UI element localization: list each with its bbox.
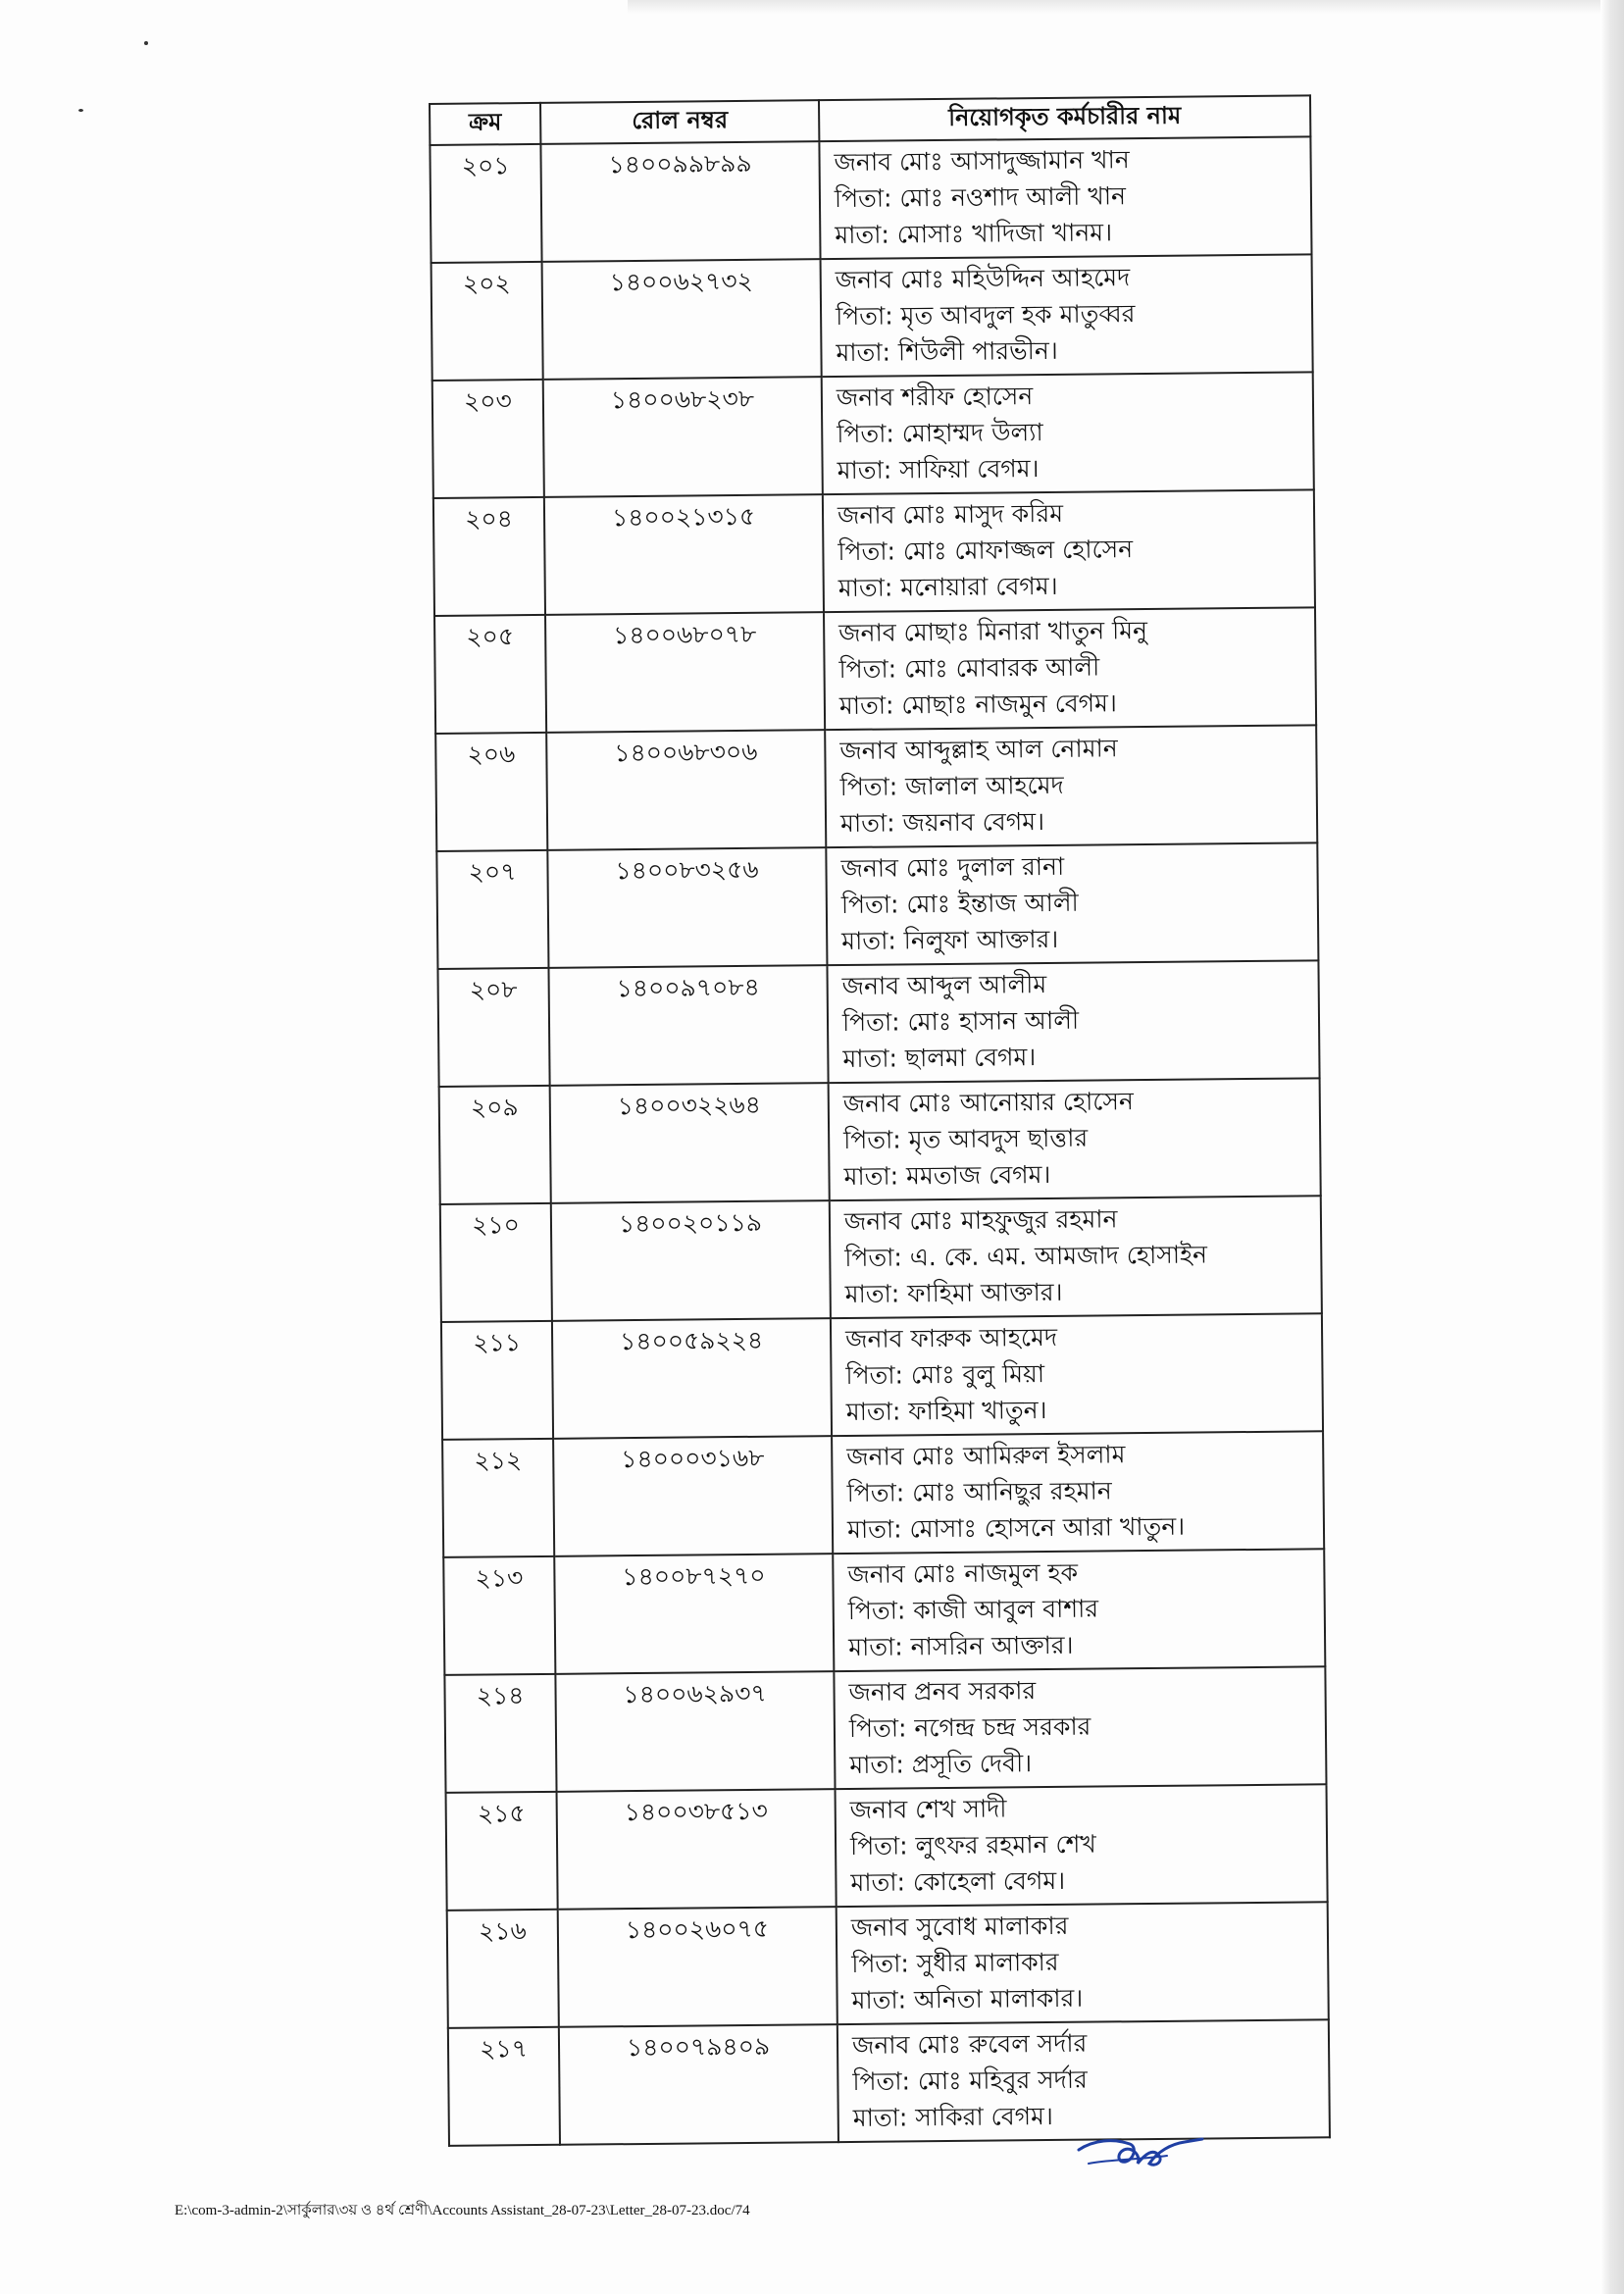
father-name: পিতা: মৃত আবদুল হক মাতুব্বর — [835, 299, 1136, 331]
employee-name-cell — [837, 1902, 1329, 2024]
serial-cell: ২০২ — [431, 262, 543, 381]
roster-body — [430, 136, 1330, 2146]
table-row — [434, 607, 1316, 734]
employee-name-cell — [829, 1078, 1321, 1200]
serial-cell: ২০৯ — [439, 1086, 551, 1204]
table-row — [441, 1313, 1323, 1440]
father-name: পিতা: মোঃ মোফাজ্জল হোসেন — [837, 535, 1134, 567]
serial-cell: ২১৬ — [447, 1910, 559, 2028]
mother-name: মাতা: প্রসূতি দেবী। — [849, 1749, 1033, 1779]
mother-name: মাতা: ফাহিমা আক্তার। — [844, 1277, 1063, 1308]
mother-name: মাতা: মনোয়ারা বেগম। — [837, 571, 1058, 603]
employee-name-cell — [837, 2019, 1330, 2142]
serial-cell: ২১২ — [442, 1439, 554, 1557]
roll-number-cell: ১৪০০৮৭২৭০ — [554, 1554, 834, 1674]
mother-name: মাতা: সাকিরা বেগম। — [852, 2101, 1054, 2132]
employee-name: জনাব মোঃ আনোয়ার হোসেন — [842, 1087, 1134, 1118]
roll-number-cell: ১৪০০২৬০৭৫ — [558, 1907, 837, 2027]
table-row — [443, 1549, 1325, 1675]
table-row — [437, 960, 1319, 1087]
father-name: পিতা: লুৎফর রহমান শেখ — [849, 1829, 1096, 1861]
employee-name-cell — [824, 607, 1316, 730]
mother-name: মাতা: ফাহিমা খাতুন। — [845, 1396, 1047, 1426]
table-row — [446, 1784, 1328, 1911]
employee-name: জনাব মোঃ রুবেল সর্দার — [851, 2028, 1088, 2060]
employee-name-cell — [821, 254, 1313, 377]
file-path-footer: E:\com-3-admin-2\সার্কুলার\৩য় ও ৪র্থ শ্রেণী\Accounts Assistant_28-07-23\Letter_28-07-23.doc/74 — [175, 2203, 750, 2218]
father-name: পিতা: সুধীর মালাকার — [851, 1947, 1059, 1978]
mother-name: মাতা: কোহেলা বেগম। — [850, 1865, 1066, 1897]
serial-cell: ২১৩ — [443, 1556, 555, 1675]
employee-name: জনাব মোঃ মহিউদ্দিন আহমেদ — [835, 263, 1131, 295]
employee-name-cell — [832, 1431, 1324, 1554]
serial-cell: ২১৪ — [444, 1674, 556, 1793]
mother-name: মাতা: মমতাজ বেগম। — [843, 1159, 1051, 1191]
serial-cell: ২০১ — [430, 144, 541, 263]
father-name: পিতা: মৃত আবদুস ছাত্তার — [843, 1123, 1089, 1154]
roll-number-cell: ১৪০০৬২৯৩৭ — [555, 1671, 835, 1792]
employee-name-cell — [825, 725, 1317, 847]
employee-name: জনাব মোঃ মাহফুজুর রহমান — [843, 1204, 1118, 1236]
employee-name-cell — [826, 842, 1318, 965]
mother-name: মাতা: সাফিয়া বেগম। — [837, 454, 1040, 485]
roll-number-cell: ১৪০০৮৩২৫৬ — [547, 847, 827, 968]
table-row — [433, 489, 1315, 616]
mother-name: মাতা: অনিতা মালাকার। — [851, 1983, 1084, 2014]
employee-name-cell — [819, 136, 1311, 259]
employee-name: জনাব মোঃ আমিরুল ইসলাম — [846, 1440, 1126, 1471]
employee-name: জনাব মোছাঃ মিনারা খাতুন মিনু — [838, 615, 1148, 648]
mother-name: মাতা: শিউলী পারভীন। — [836, 335, 1058, 368]
employee-roster-table — [429, 94, 1331, 2147]
mother-name: মাতা: মোছাঃ নাজমুন বেগম। — [838, 688, 1118, 721]
mother-name: মাতা: ছালমা বেগম। — [842, 1043, 1037, 1073]
serial-cell: ২০৭ — [436, 850, 548, 969]
serial-cell: ২১০ — [440, 1203, 552, 1322]
scan-right-edge — [1600, 0, 1624, 2294]
roll-number-cell: ১৪০০০৩১৬৮ — [553, 1436, 833, 1556]
table-row — [435, 725, 1317, 851]
table-row — [431, 254, 1313, 381]
table-row — [430, 136, 1311, 263]
roll-number-cell: ১৪০০৯৯৮৯৯ — [540, 141, 820, 262]
roll-number-cell: ১৪০০৬৮০৭৮ — [545, 612, 825, 733]
serial-cell: ২০৬ — [435, 733, 547, 851]
mother-name: মাতা: মোসাঃ হোসনে আরা খাতুন। — [846, 1511, 1186, 1544]
employee-name-cell — [831, 1313, 1323, 1436]
serial-cell: ২১৫ — [446, 1792, 558, 1911]
roll-number-cell: ১৪০০২০১১৯ — [551, 1200, 831, 1321]
employee-name: জনাব মোঃ দুলাল রানা — [840, 851, 1065, 883]
employee-name-cell — [833, 1549, 1325, 1671]
scan-top-edge — [628, 0, 1624, 14]
mother-name: মাতা: মোসাঃ খাদিজা খানম। — [835, 218, 1113, 250]
roll-number-cell: ১৪০০৬২৭৩২ — [542, 259, 822, 380]
employee-name: জনাব ফারুক আহমেদ — [844, 1322, 1058, 1353]
father-name: পিতা: মোঃ মোবারক আলী — [838, 652, 1100, 685]
roll-number-cell: ১৪০০২১৩১৫ — [544, 494, 824, 615]
father-name: পিতা: নগেন্দ্র চন্দ্র সরকার — [848, 1711, 1091, 1743]
roll-number-cell: ১৪০০৬৮৩০৬ — [546, 730, 826, 850]
table-row — [448, 2019, 1330, 2146]
mother-name: মাতা: জয়নাব বেগম। — [839, 807, 1045, 839]
father-name: পিতা: এ. কে. এম. আমজাদ হোসাইন — [844, 1240, 1208, 1272]
employee-name: জনাব সুবোধ মালাকার — [850, 1911, 1069, 1942]
employee-name: জনাব প্রনব সরকার — [848, 1676, 1037, 1707]
serial-cell: ২০৮ — [437, 968, 549, 1087]
table-row — [447, 1902, 1329, 2028]
employee-name-cell — [822, 372, 1314, 494]
father-name: পিতা: মোঃ মহিবুর সর্দার — [852, 2065, 1088, 2096]
scan-speck — [144, 41, 148, 45]
mother-name: মাতা: নিলুফা আক্তার। — [841, 924, 1059, 955]
father-name: পিতা: মোঃ হাসান আলী — [841, 1005, 1080, 1037]
father-name: পিতা: মোঃ নওশাদ আলী খান — [834, 181, 1127, 214]
signature — [1069, 2130, 1206, 2177]
father-name: পিতা: কাজী আবুল বাশার — [847, 1594, 1099, 1625]
table-row — [440, 1196, 1322, 1322]
roll-number-cell: ১৪০০৯৭০৮৪ — [548, 965, 828, 1086]
serial-cell: ২০৩ — [432, 380, 544, 498]
serial-cell: ২০৪ — [433, 497, 545, 616]
roll-number-cell: ১৪০০৭৯৪০৯ — [559, 2024, 838, 2145]
employee-name-cell — [827, 960, 1319, 1083]
serial-cell: ২১৭ — [448, 2027, 560, 2146]
employee-name-cell — [823, 489, 1315, 612]
name-column-header: নিয়োগকৃত কর্মচারীর নাম — [819, 95, 1310, 141]
table-row — [432, 372, 1314, 498]
employee-name: জনাব মোঃ নাজমুল হক — [847, 1557, 1079, 1589]
table-row — [444, 1666, 1326, 1793]
employee-name: জনাব আব্দুল্লাহ আল নোমান — [839, 734, 1118, 766]
table-row — [436, 842, 1318, 969]
employee-name-cell — [834, 1666, 1326, 1789]
mother-name: মাতা: নাসরিন আক্তার। — [847, 1630, 1074, 1661]
serial-cell: ২১১ — [441, 1321, 553, 1440]
father-name: পিতা: মোঃ আনিছুর রহমান — [846, 1476, 1112, 1507]
employee-name: জনাব মোঃ আসাদুজ্জামান খান — [834, 145, 1130, 178]
table-row — [442, 1431, 1324, 1557]
employee-name: জনাব আব্দুল আলীম — [841, 969, 1047, 1000]
roll-column-header: রোল নম্বর — [540, 100, 819, 144]
serial-column-header: ক্রম — [430, 103, 540, 145]
scan-speck — [78, 109, 83, 112]
father-name: পিতা: জালাল আহমেদ — [839, 770, 1064, 802]
employee-name: জনাব শরীফ হোসেন — [836, 382, 1034, 413]
employee-name: জনাব মোঃ মাসুদ করিম — [837, 498, 1064, 531]
roll-number-cell: ১৪০০৩৮৫১৩ — [557, 1789, 837, 1910]
employee-name: জনাব শেখ সাদী — [849, 1794, 1007, 1824]
father-name: পিতা: মোঃ ইন্তাজ আলী — [840, 888, 1079, 919]
father-name: পিতা: মোহাম্মদ উল্যা — [837, 418, 1043, 449]
father-name: পিতা: মোঃ বুলু মিয়া — [845, 1359, 1045, 1390]
serial-cell: ২০৫ — [434, 615, 546, 734]
roll-number-cell: ১৪০০৩২২৬৪ — [550, 1083, 830, 1203]
employee-name-cell — [830, 1196, 1322, 1318]
roll-number-cell: ১৪০০৬৮২৩৮ — [543, 377, 823, 497]
employee-name-cell — [836, 1784, 1328, 1907]
table-row — [439, 1078, 1321, 1204]
roll-number-cell: ১৪০০৫৯২২৪ — [552, 1318, 832, 1439]
